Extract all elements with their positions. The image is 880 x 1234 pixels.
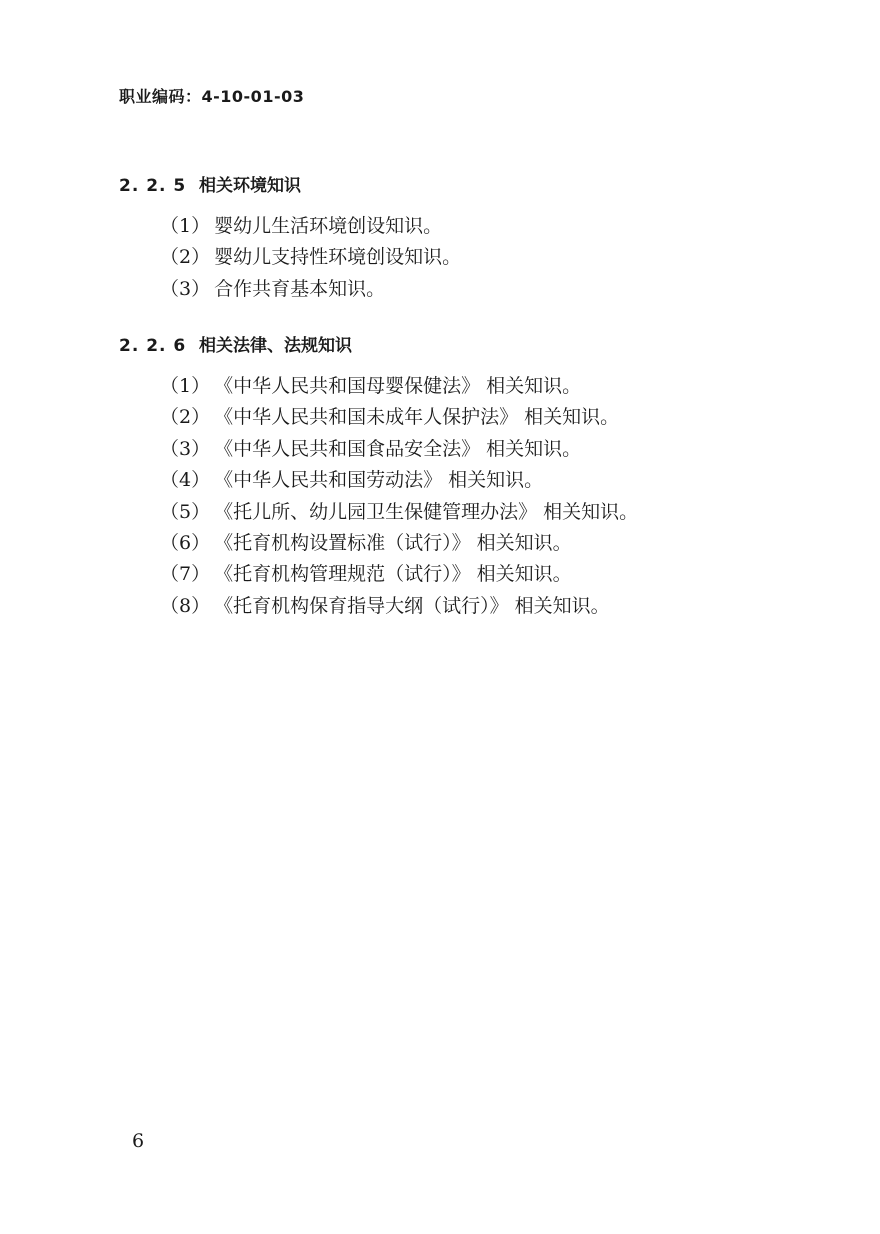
item-text: 《托育机构设置标准（试行）》 相关知识。 <box>214 532 572 555</box>
item-index: （7） <box>160 563 211 586</box>
list-item <box>160 371 819 402</box>
item-text: 《托育机构管理规范（试行）》 相关知识。 <box>214 563 572 586</box>
list-item <box>160 465 819 496</box>
item-list <box>119 211 819 305</box>
item-index: （1） <box>160 215 211 237</box>
item-text: 《中华人民共和国母婴保健法》 相关知识。 <box>214 375 582 397</box>
list-item <box>160 402 819 433</box>
item-index: （5） <box>160 500 211 523</box>
list-item <box>160 591 819 622</box>
list-item <box>160 242 819 273</box>
item-text: 婴幼儿支持性环境创设知识。 <box>214 246 462 269</box>
item-index: （4） <box>160 469 211 492</box>
item-text: 《中华人民共和国未成年人保护法》 相关知识。 <box>214 406 620 429</box>
list-item <box>160 528 819 559</box>
item-index: （2） <box>160 246 211 269</box>
list-item <box>160 434 819 465</box>
item-text: 婴幼儿生活环境创设知识。 <box>214 215 443 237</box>
section-environment-knowledge <box>119 174 819 305</box>
item-text: 合作共育基本知识。 <box>214 277 386 300</box>
list-item <box>160 497 819 528</box>
item-text: 《托儿所、幼儿园卫生保健管理办法》 相关知识。 <box>214 500 639 523</box>
section-number: 2. 2. 6 <box>119 336 187 356</box>
item-text: 《托育机构保育指导大纲（试行）》 相关知识。 <box>214 594 610 617</box>
section-heading <box>119 174 819 198</box>
section-laws-regulations <box>119 334 819 622</box>
page-number: 6 <box>132 1130 145 1152</box>
item-index: （3） <box>160 437 211 460</box>
item-index: （2） <box>160 406 211 429</box>
list-item <box>160 559 819 590</box>
item-index: （1） <box>160 375 211 397</box>
item-text: 《中华人民共和国劳动法》 相关知识。 <box>214 469 544 492</box>
item-text: 《中华人民共和国食品安全法》 相关知识。 <box>214 437 582 460</box>
occupation-code: 职业编码：4-10-01-03 <box>119 87 305 106</box>
item-list <box>119 371 819 622</box>
list-item <box>160 274 819 305</box>
item-index: （8） <box>160 594 211 617</box>
list-item <box>160 211 819 242</box>
section-number: 2. 2. 5 <box>119 176 187 196</box>
item-index: （3） <box>160 277 211 300</box>
item-index: （6） <box>160 532 211 555</box>
section-title: 相关环境知识 <box>199 176 301 196</box>
section-title: 相关法律、法规知识 <box>199 336 352 356</box>
section-heading <box>119 334 819 358</box>
